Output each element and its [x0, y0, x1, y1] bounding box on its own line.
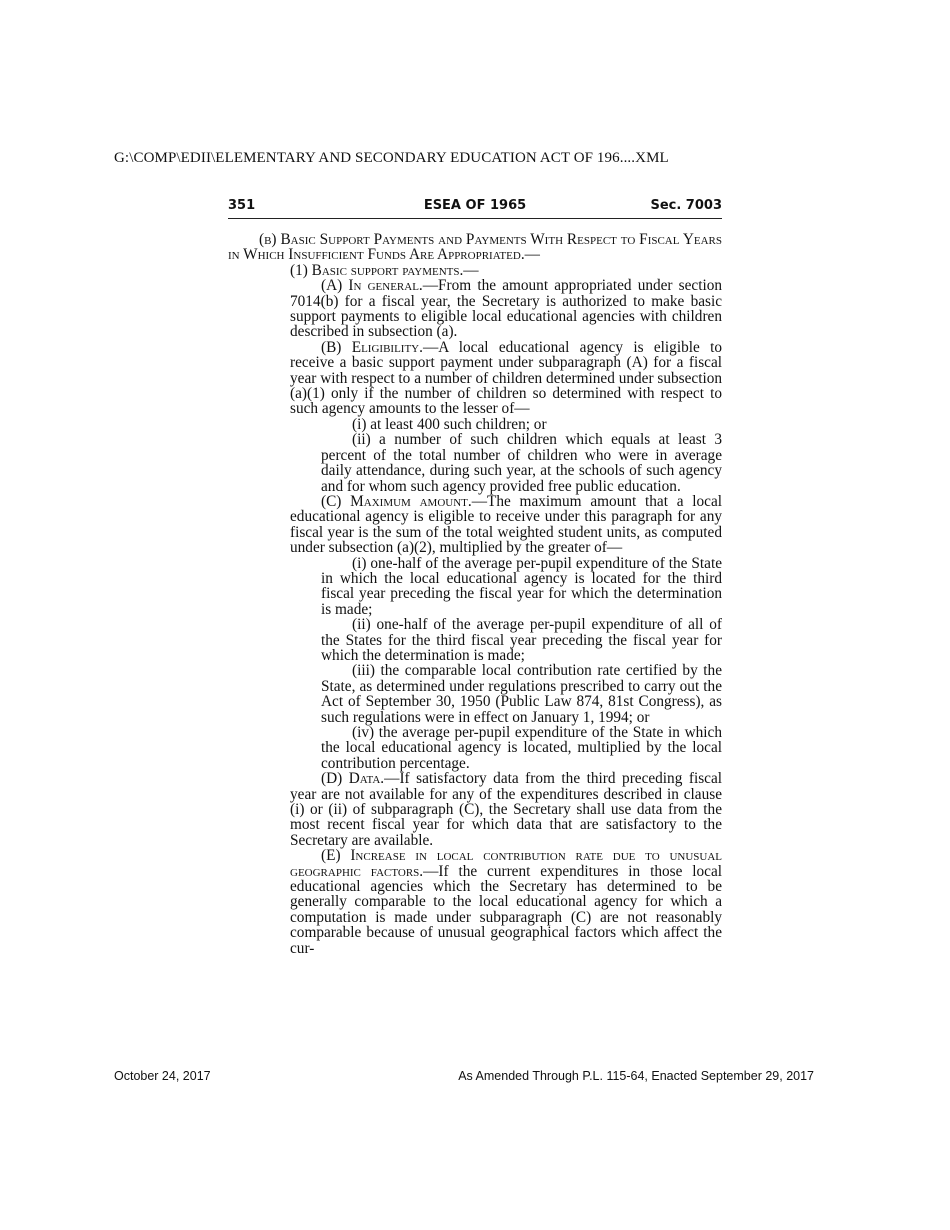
clause-c-i: (i) one-half of the average per-pupil expenditure of the State in which the local educational agency is located for the third fiscal year preceding the fiscal year for which the determination is made; — [321, 554, 722, 618]
clause-c-iii: (iii) the comparable local contribution rate certified by the State, as determined under regulations prescribed to carry out the Act of September 30, 1950 (Public Law 874, 81st Congress), as such regulations were in effect on January 1, 1994; or — [321, 662, 722, 726]
subparagraph-b-label: (B) Eligibility. — [321, 338, 423, 356]
footer-date: October 24, 2017 — [114, 1069, 211, 1083]
subparagraph-c — [228, 494, 722, 556]
running-head-title: ESEA OF 1965 — [423, 198, 527, 213]
subparagraph-e — [228, 848, 722, 956]
subparagraph-a-label: (A) In general. — [321, 277, 423, 295]
subsection-b-heading: (b) Basic Support Payments and Payments With Respect to Fiscal Years in Which Insufficient Funds Are Appropriated.— — [228, 231, 722, 264]
subparagraph-b-text: —A local educational agency is eligible to receive a basic support payment under subparagraph (A) for a fiscal year with respect to a number of children determined under subsection (a)(1) only if the number of children so determined with respect to such agency amounts to the lesser of— — [290, 338, 722, 418]
file-path: G:\COMP\EDII\ELEMENTARY AND SECONDARY EDUCATION ACT OF 196....XML — [114, 150, 669, 166]
subparagraph-e-text: —If the current expenditures in those local educational agencies which the Secretary has determined to be generally comparable to the local educational agency for which a computation is made under subparagraph (C) are not reasonably comparable because of unusual geographical factors which affect the cur- — [290, 862, 722, 957]
clause-c-iv: (iv) the average per-pupil expenditure of the State in which the local educational agency is located, multiplied by the local contribution percentage. — [321, 724, 722, 772]
subparagraph-d-label: (D) Data. — [321, 770, 385, 788]
paragraph-1-heading: (1) Basic support payments.— — [290, 261, 479, 279]
footer-amendment: As Amended Through P.L. 115-64, Enacted September 29, 2017 — [458, 1069, 814, 1083]
clause-c-ii: (ii) one-half of the average per-pupil expenditure of all of the States for the third fiscal year preceding the fiscal year for which the determination is made; — [321, 616, 722, 664]
subparagraph-b — [228, 340, 722, 417]
clause-b-i: (i) at least 400 such children; or — [352, 415, 547, 433]
page-number: 351 — [228, 198, 256, 213]
subparagraph-a-text: —From the amount appropriated under section 7014(b) for a fiscal year, the Secretary is authorized to make basic support payments to eligible local educational agencies with children described in subsection (a). — [290, 277, 723, 341]
subparagraph-a — [228, 278, 722, 340]
clause-b-ii: (ii) a number of such children which equals at least 3 percent of the total number of children who were in average daily attendance, during such year, at the schools of such agency and for whom such agency provided free public education. — [321, 431, 722, 495]
statute-text — [228, 232, 722, 956]
section-number: Sec. 7003 — [650, 198, 722, 213]
subparagraph-d — [228, 771, 722, 848]
running-head — [228, 198, 722, 219]
subparagraph-c-text: —The maximum amount that a local educational agency is eligible to receive under this paragraph for any fiscal year is the sum of the total weighted student units, as computed under subsection (a)(2), multiplied by the greater of— — [290, 492, 723, 557]
subparagraph-d-text: —If satisfactory data from the third preceding fiscal year are not available for any of the expenditures described in clause (i) or (ii) of subparagraph (C), the Secretary shall use data from the most recent fiscal year for which data that are satisfactory to the Secretary are available. — [290, 770, 722, 849]
subparagraph-e-label: (E) Increase in local contribution rate due to unusual geographic factors. — [290, 847, 722, 880]
subparagraph-c-label: (C) Maximum amount. — [321, 492, 472, 510]
